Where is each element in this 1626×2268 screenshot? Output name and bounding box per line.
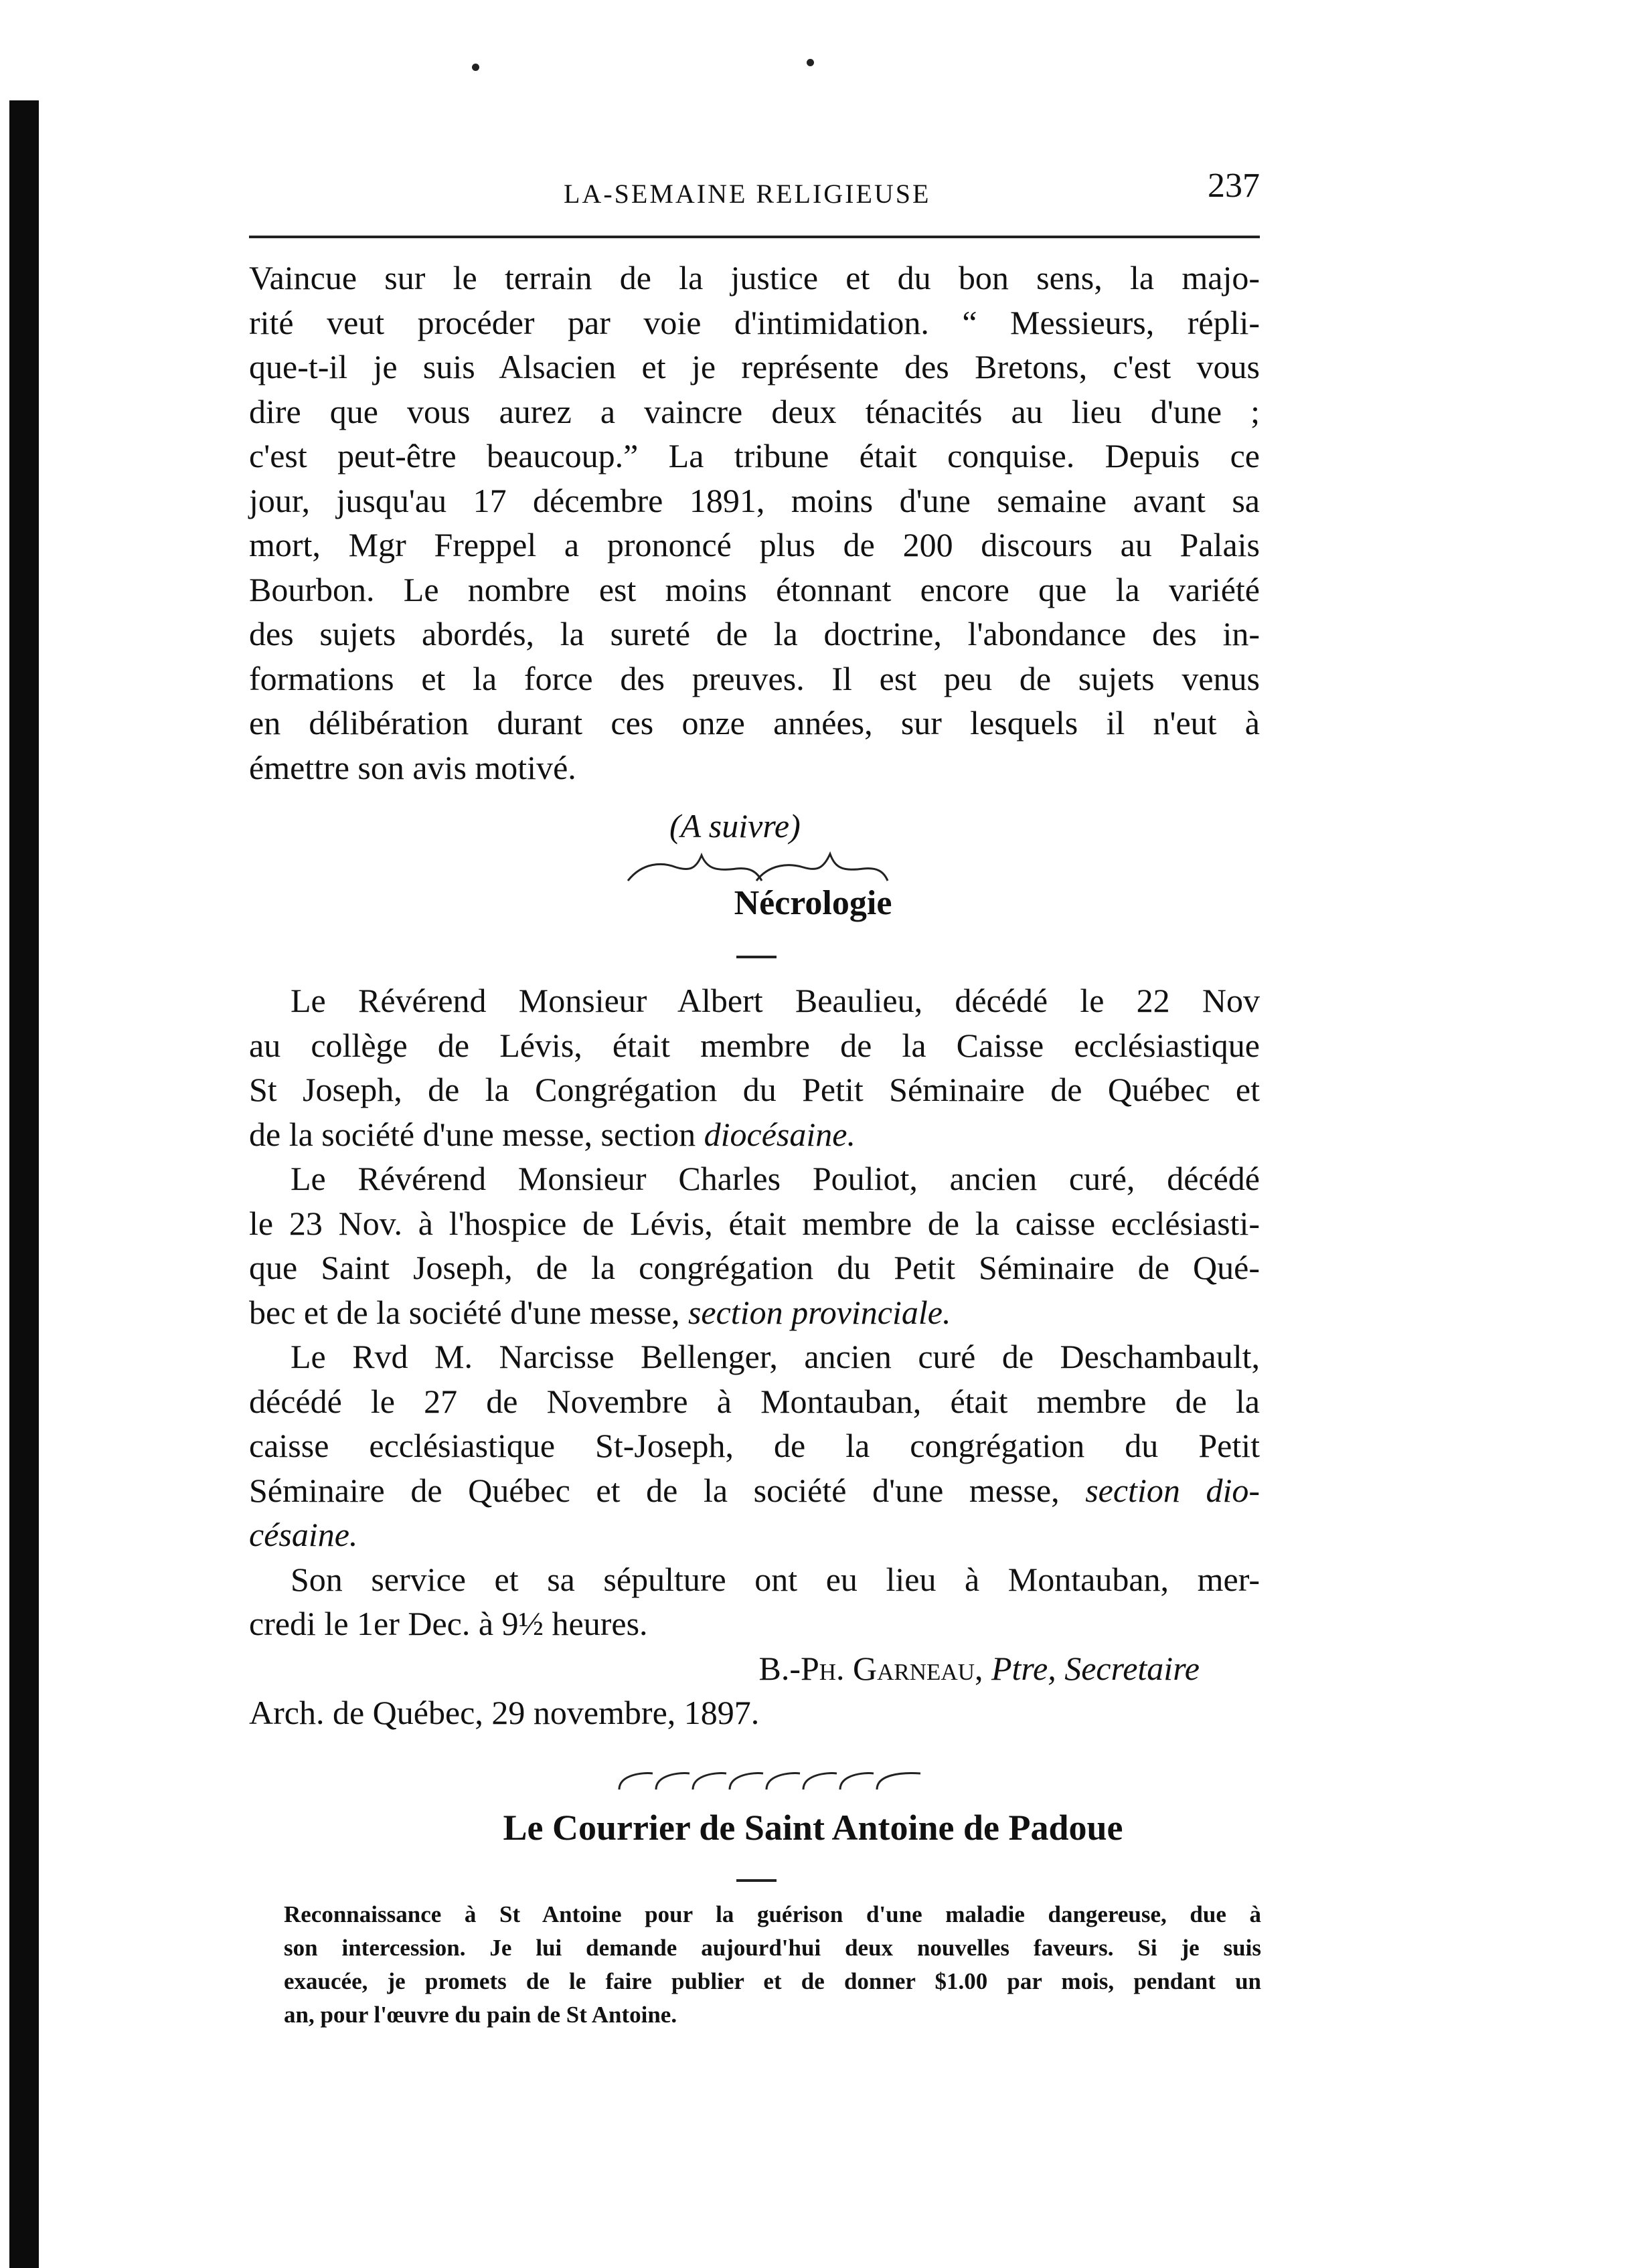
text-line: c'est peut-être beaucoup.” La tribune était conquise. Depuis ce — [249, 437, 1260, 474]
running-title: LA-SEMAINE RELIGIEUSE — [564, 179, 931, 209]
text-line: Vaincue sur le terrain de la justice et du bon sens, la majo- — [249, 259, 1260, 296]
signature: B.-Ph. Garneau, Ptre, Secretaire — [758, 1649, 1200, 1687]
text-line: jour, jusqu'au 17 décembre 1891, moins d'une semaine avant sa — [249, 481, 1260, 519]
page-number: 237 — [1208, 167, 1260, 205]
running-head — [249, 166, 1260, 220]
text-line: Bourbon. Le nombre est moins étonnant encore que la variété — [249, 570, 1260, 608]
text-line: césaine. — [249, 1516, 358, 1553]
text-line: St Joseph, de la Congrégation du Petit Séminaire de Québec et — [249, 1071, 1260, 1108]
article-continuation — [249, 256, 1260, 790]
text-line: émettre son avis motivé. — [249, 748, 576, 786]
text-line: décédé le 27 de Novembre à Montauban, était membre de la — [249, 1382, 1260, 1420]
text-line: an, pour l'œuvre du pain de St Antoine. — [284, 2002, 677, 2028]
text-line: le 23 Nov. à l'hospice de Lévis, était membre de la caisse ecclésiasti- — [249, 1204, 1260, 1242]
text-line: caisse ecclésiastique St-Joseph, de la congrégation du Petit — [249, 1427, 1260, 1464]
text-line: que Saint Joseph, de la congrégation du Petit Séminaire de Qué- — [249, 1249, 1260, 1286]
title-rule — [736, 956, 777, 958]
necrologie-text — [249, 978, 1260, 1735]
text-line: exaucée, je promets de le faire publier et de donner $1.00 par mois, pendant un — [284, 1968, 1261, 1994]
text-line: credi le 1er Dec. à 9½ heures. — [249, 1605, 648, 1642]
text-line: Le Révérend Monsieur Charles Pouliot, ancien curé, décédé — [291, 1160, 1260, 1197]
text-line: de la société d'une messe, section diocésaine. — [249, 1115, 856, 1153]
text-line: formations et la force des preuves. Il est peu de sujets venus — [249, 659, 1260, 697]
text-line: en délibération durant ces onze années, sur lesquels il n'eut à — [249, 704, 1260, 742]
text-line: Reconnaissance à St Antoine pour la guérison d'une maladie dangereuse, due à — [284, 1901, 1261, 1927]
to-be-continued: (A suivre) — [669, 807, 801, 845]
text-line: Le Révérend Monsieur Albert Beaulieu, décédé le 22 Nov — [291, 982, 1260, 1019]
text-line: au collège de Lévis, était membre de la Caisse ecclésiastique — [249, 1026, 1260, 1064]
place-date: Arch. de Québec, 29 novembre, 1897. — [249, 1694, 760, 1731]
ornament-divider-icon — [623, 849, 890, 886]
text-line: son intercession. Je lui demande aujourd'hui deux nouvelles faveurs. Si je suis — [284, 1935, 1261, 1961]
scroll-ornament-icon — [616, 1767, 924, 1794]
text-line: que-t-il je suis Alsacien et je représente des Bretons, c'est vous — [249, 348, 1260, 385]
necrologie-title: Nécrologie — [734, 884, 892, 922]
header-rule — [249, 236, 1260, 238]
text-line: rité veut procéder par voie d'intimidation. “ Messieurs, répli- — [249, 303, 1260, 341]
text-line: mort, Mgr Freppel a prononcé plus de 200 discours au Palais — [249, 526, 1260, 563]
text-line: bec et de la société d'une messe, section provinciale. — [249, 1293, 951, 1331]
text-line: Le Rvd M. Narcisse Bellenger, ancien curé de Deschambault, — [291, 1338, 1260, 1375]
text-line: des sujets abordés, la sureté de la doctrine, l'abondance des in- — [249, 615, 1260, 652]
courrier-text — [284, 1898, 1261, 2032]
text-line: dire que vous aurez a vaincre deux ténacités au lieu d'une ; — [249, 392, 1260, 430]
text-line: Son service et sa sépulture ont eu lieu à Montauban, mer- — [291, 1560, 1260, 1598]
text-line: Séminaire de Québec et de la société d'une messe, section dio- — [249, 1471, 1260, 1509]
courrier-title: Le Courrier de Saint Antoine de Padoue — [503, 1808, 1123, 1848]
title-rule — [736, 1879, 777, 1882]
